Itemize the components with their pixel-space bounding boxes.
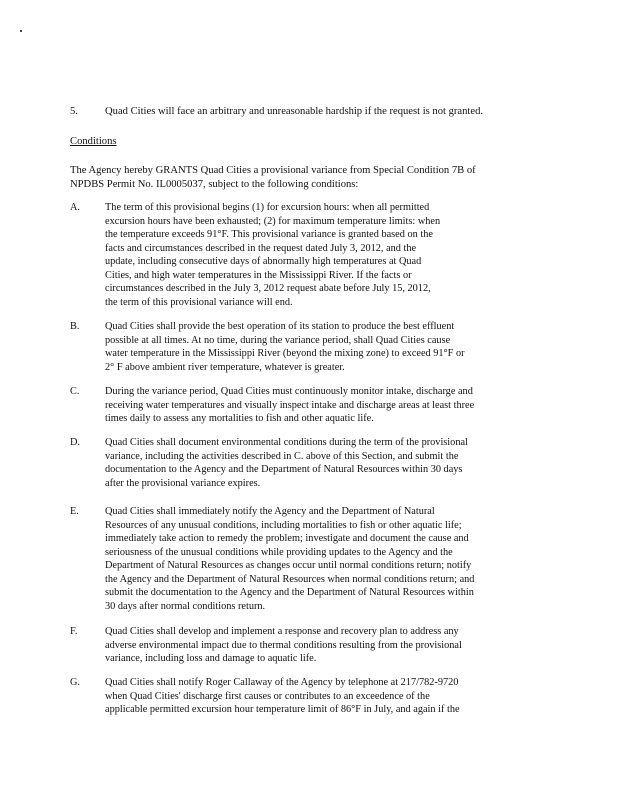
condition-line: Quad Cities shall document environmental conditions during the term of the provisional — [105, 437, 468, 448]
condition-line: immediately take action to remedy the problem; investigate and document the cause and — [105, 533, 469, 544]
intro-paragraph — [70, 164, 550, 191]
condition-line: 2° F above ambient river temperature, whatever is greater. — [105, 361, 345, 373]
item-5-text: Quad Cities will face an arbitrary and unreasonable hardship if the request is not granted. — [105, 106, 484, 117]
condition-line: circumstances described in the July 3, 2012 request abate before July 15, 2012, — [105, 283, 431, 294]
condition-line: update, including consecutive days of abnormally high temperatures at Quad — [105, 256, 422, 267]
condition-line: The term of this provisional begins (1) for excursion hours: when all permitted — [105, 202, 430, 213]
item-5-number: 5. — [70, 106, 78, 117]
condition-line: Resources of any unusual conditions, including mortalities to fish or other aquatic life; — [105, 519, 462, 531]
condition-line: variance, including loss and damage to aquatic life. — [105, 653, 317, 664]
condition-line: water temperature in the Mississippi River (beyond the mixing zone) to exceed 91°F or — [105, 348, 465, 359]
condition-line: Department of Natural Resources as changes occur until normal conditions return; notify — [105, 560, 472, 571]
condition-letter: A. — [70, 202, 81, 213]
condition-line: receiving water temperatures and visually inspect intake and discharge areas at least three — [105, 399, 475, 411]
conditions-heading: Conditions — [70, 136, 117, 147]
intro-line: NPDBS Permit No. IL0005037, subject to the following conditions: — [70, 178, 359, 190]
condition-line: after the provisional variance expires. — [105, 477, 261, 489]
condition-line: when Quad Cities' discharge first causes or contributes to an exceedence of the — [105, 690, 430, 702]
condition-line: 30 days after normal conditions return. — [105, 600, 266, 612]
condition-letter: E. — [70, 506, 79, 517]
condition-body — [105, 676, 550, 717]
condition-line: Quad Cities shall develop and implement a response and recovery plan to address any — [105, 626, 459, 637]
condition-line: variance, including the activities described in C. above of this Section, and submit the — [105, 450, 459, 462]
condition-line: Cities, and high water temperatures in the Mississippi River. If the facts or — [105, 269, 412, 281]
intro-line: The Agency hereby GRANTS Quad Cities a provisional variance from Special Condition 7B of — [70, 165, 476, 176]
condition-line: the temperature exceeds 91°F. This provisional variance is granted based on the — [105, 229, 433, 240]
condition-letter: B. — [70, 321, 80, 332]
condition-letter: F. — [70, 626, 78, 637]
condition-body — [105, 436, 550, 490]
condition-letter: C. — [70, 386, 80, 397]
condition-body — [105, 625, 550, 666]
condition-body — [105, 385, 550, 426]
condition-line: times daily to assess any mortalities to fish and other aquatic life. — [105, 413, 374, 424]
condition-line: the term of this provisional variance will end. — [105, 296, 293, 308]
condition-letter: G. — [70, 677, 81, 688]
condition-line: excursion hours have been exhausted; (2) for maximum temperature limits: when — [105, 215, 441, 227]
condition-line: submit the documentation to the Agency and the Department of Natural Resources within — [105, 587, 474, 598]
condition-line: Quad Cities shall immediately notify the Agency and the Department of Natural — [105, 506, 435, 517]
condition-line: documentation to the Agency and the Department of Natural Resources within 30 days — [105, 464, 463, 475]
condition-body — [105, 320, 550, 374]
condition-line: applicable permitted excursion hour temperature limit of 86°F in July, and again if the — [105, 704, 460, 715]
condition-line: the Agency and the Department of Natural Resources when normal conditions return; and — [105, 573, 475, 585]
condition-line: facts and circumstances described in the request dated July 3, 2012, and the — [105, 242, 417, 254]
condition-letter: D. — [70, 437, 81, 448]
scan-speck — [20, 30, 22, 32]
condition-line: Quad Cities shall notify Roger Callaway of the Agency by telephone at 217/782-9720 — [105, 677, 459, 688]
condition-line: possible at all times. At no time, during the variance period, shall Quad Cities cause — [105, 334, 451, 346]
condition-line: During the variance period, Quad Cities must continuously monitor intake, discharge and — [105, 386, 473, 397]
condition-line: adverse environmental impact due to thermal conditions resulting from the provisional — [105, 639, 462, 651]
condition-line: Quad Cities shall provide the best operation of its station to produce the best effluent — [105, 321, 455, 332]
condition-body — [105, 201, 550, 309]
condition-line: seriousness of the unusual conditions while providing updates to the Agency and the — [105, 546, 453, 558]
condition-body — [105, 505, 550, 613]
